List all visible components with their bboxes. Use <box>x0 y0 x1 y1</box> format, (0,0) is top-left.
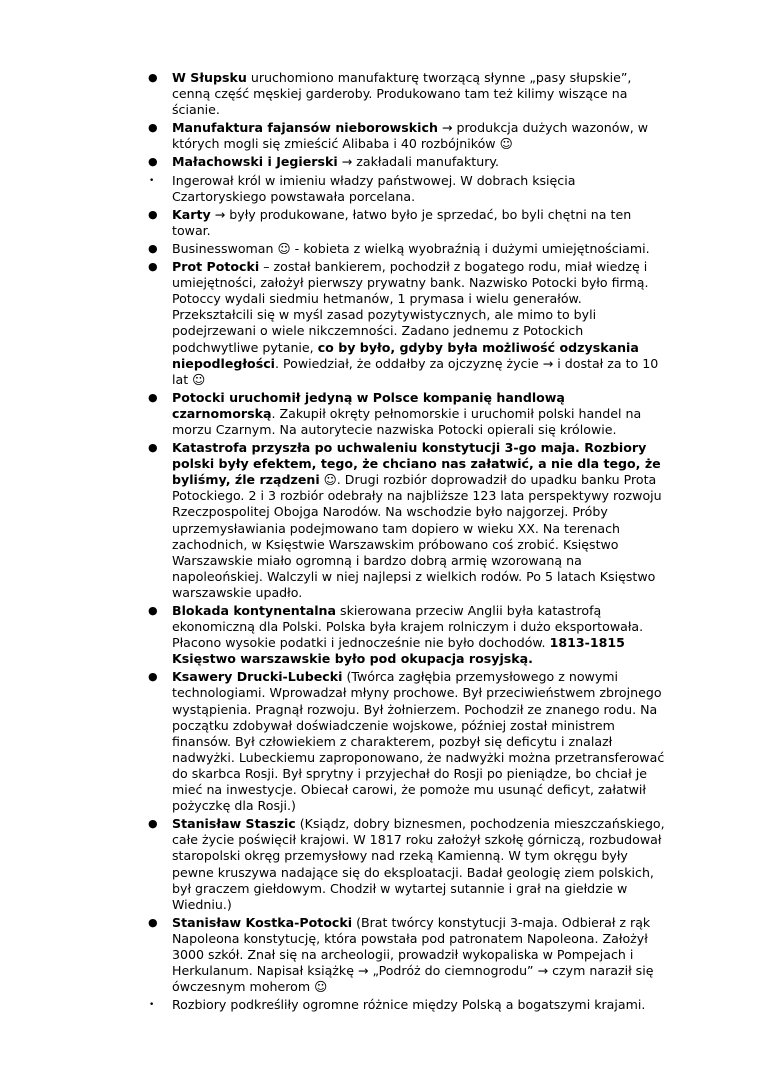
list-item <box>146 669 666 814</box>
bold-text: Małachowski i Jegierski <box>172 154 338 170</box>
bullet-icon: ● <box>148 390 158 404</box>
list-item <box>146 816 666 913</box>
bullet-icon: ● <box>148 817 158 831</box>
bold-text: 1813-1815 Księstwo warszawskie było pod okupacja rosyjską. <box>172 635 625 667</box>
bullet-icon: ● <box>148 670 158 684</box>
bold-text: Katastrofa przyszła po uchwaleniu konstytucji 3-go maja. Rozbiory polski były efektem, tego, że chciano nas załatwić, a nie dla tego, że byliśmy, źle rządzeni <box>172 440 661 488</box>
bold-text: Ksawery Drucki-Lubecki <box>172 669 343 685</box>
list-item <box>146 154 666 170</box>
bold-text: Potocki uruchomił jedyną w Polsce kompanię handlową czarnomorską <box>172 389 565 421</box>
bold-text: W Słupsku <box>172 70 247 85</box>
list-item <box>146 997 666 1013</box>
bullet-icon: ● <box>148 207 158 221</box>
bullet-icon: • <box>149 1000 155 1011</box>
bullet-icon: ● <box>148 71 158 84</box>
bullet-icon: ● <box>148 260 158 274</box>
bold-text: Karty <box>172 206 211 222</box>
text: ☺. Drugi rozbiór doprowadził do upadku banku Prota Potockiego. 2 i 3 rozbiór odebrały na najbliższe 123 lata perspektywy rozwoju Rzeczpospolitej Obojga Narodów. Na wschodzie było najgorzej. Próby uprzemysławiania podejmowano tam dopiero w wieku XX. Na terenach zachodnich, w Księstwie Warszawskim próbowano coś zrobić. Księstwo Warszawskie miało ogromną i bardzo dobrą armię wzorowaną na napoleońskiej. Walczyli w niej najlepsi z wielkich rodów. Po 5 latach Księstwo warszawskie upadło. <box>172 472 662 600</box>
bold-text: Blokada kontynentalna <box>172 603 336 618</box>
bullet-icon: • <box>149 175 155 186</box>
text: – został bankierem, pochodził z bogatego rodu, miał wiedzę i umiejętności, założył pierwszy prywatny bank. Nazwisko Potocki było firmą. Potoccy wydali siedmiu hetmanów, 1 prymasa i wielu generałów. Przekształcili się w myśl zasad pozytywistycznych, ale mimo to byli podejrzewani o wiele nikczemności. Zadano jednemu z Potockich podchwytliwe pytanie, <box>172 259 649 355</box>
text: (Ksiądz, dobry biznesmen, pochodzenia mieszczańskiego, całe życie poświęcił krajowi. W 1817 roku założył szkołę górniczą, rozbudował staropolski okręg przemysłowy nad rzeką Kamienną. W tym okręgu były pewne kruszywa nadające się do eksploatacji. Badał geologię ziem polskich, był graczem giełdowym. Chodził w wytartej sutannie i grał na giełdzie w Wiedniu.) <box>172 816 665 912</box>
text: uruchomiono manufakturę tworzącą słynne „pasy słupskie”, cenną część męskiej garderoby. Produkowano tam też kilimy wiszące na ścianie. <box>172 70 632 118</box>
text: → były produkowane, łatwo było je sprzedać, bo byli chętni na ten towar. <box>172 206 632 238</box>
list-item <box>146 390 666 438</box>
bullet-icon: ● <box>148 121 158 135</box>
bold-text: Manufaktura fajansów nieborowskich <box>172 120 438 136</box>
bold-text: Stanisław Staszic <box>172 816 296 832</box>
list-item <box>146 241 666 257</box>
bold-text: co by było, gdyby była możliwość odzyskania niepodległości <box>172 339 639 371</box>
list-item <box>146 207 666 239</box>
text: skierowana przeciw Anglii była katastrofą ekonomiczną dla Polski. Polska była krajem rolniczym i dużo eksportowała. Płacono wysokie podatki i jednocześnie nie było dochodów. <box>172 603 644 651</box>
bullet-icon: ● <box>148 241 158 255</box>
text: . Powiedział, że oddałby za ojczyznę życie → i dostał za to 10 lat ☺ <box>172 355 659 387</box>
text: Businesswoman ☺ - kobieta z wielką wyobraźnią i dużymi umiejętnościami. <box>172 240 650 256</box>
bold-text: Prot Potocki <box>172 259 260 275</box>
list-item <box>146 603 666 667</box>
list-item <box>146 173 666 205</box>
text: → produkcja dużych wazonów, w których mogli się zmieścić Alibaba i 40 rozbójników ☺ <box>172 120 649 152</box>
bullet-icon: ● <box>148 441 158 455</box>
text: (Brat twórcy konstytucji 3-maja. Odbierał z rąk Napoleona konstytucję, która powstała pod patronatem Napoleona. Założył 3000 szkół. Znał się na archeologii, prowadził wykopaliska w Pompejach i Herkulanum. Napisał książkę → „Podróż do ciemnogrodu” → czym naraził się ówczesnym moherom ☺ <box>172 914 654 995</box>
text: Ingerował król w imieniu władzy państwowej. W dobrach księcia Czartoryskiego powstawała porcelana. <box>172 172 576 204</box>
list-item <box>146 70 666 118</box>
text: . Zakupił okręty pełnomorskie i uruchomił polski handel na morzu Czarnym. Na autorytecie nazwiska Potocki opierali się królowie. <box>172 405 642 437</box>
bullet-icon: ● <box>148 155 158 169</box>
list-item <box>146 120 666 152</box>
bullet-icon: ● <box>148 604 158 617</box>
list-item <box>146 259 666 388</box>
list-item <box>146 440 666 601</box>
bullet-icon: ● <box>148 915 158 929</box>
text: → zakładali manufaktury. <box>337 154 500 170</box>
text: Rozbiory podkreśliły ogromne różnice między Polską a bogatszymi krajami. <box>172 997 646 1013</box>
notes-list <box>146 70 666 1015</box>
text: (Twórca zagłębia przemysłowego z nowymi technologiami. Wprowadzał młyny prochowe. Był przeciwieństwem zbrojnego wystąpienia. Pragnął rozwoju. Był żołnierzem. Pochodził ze znanego rodu. Na początku zdobywał doświadczenie wojskowe, później został ministrem finansów. Był człowiekiem z charakterem, pozbył się deficytu i znalazł nadwyżki. Lubeckiemu zaproponowano, że nadwyżki można przetransferować do skarbca Rosji. Był sprytny i przyjechał do Rosji po pieniądze, bo chciał je mieć na inwestycje. Obiecał carowi, że pomoże mu usunąć deficyt, załatwił pożyczkę dla Rosji.) <box>172 669 665 814</box>
bold-text: Stanisław Kostka-Potocki <box>172 914 353 930</box>
list-item <box>146 915 666 995</box>
